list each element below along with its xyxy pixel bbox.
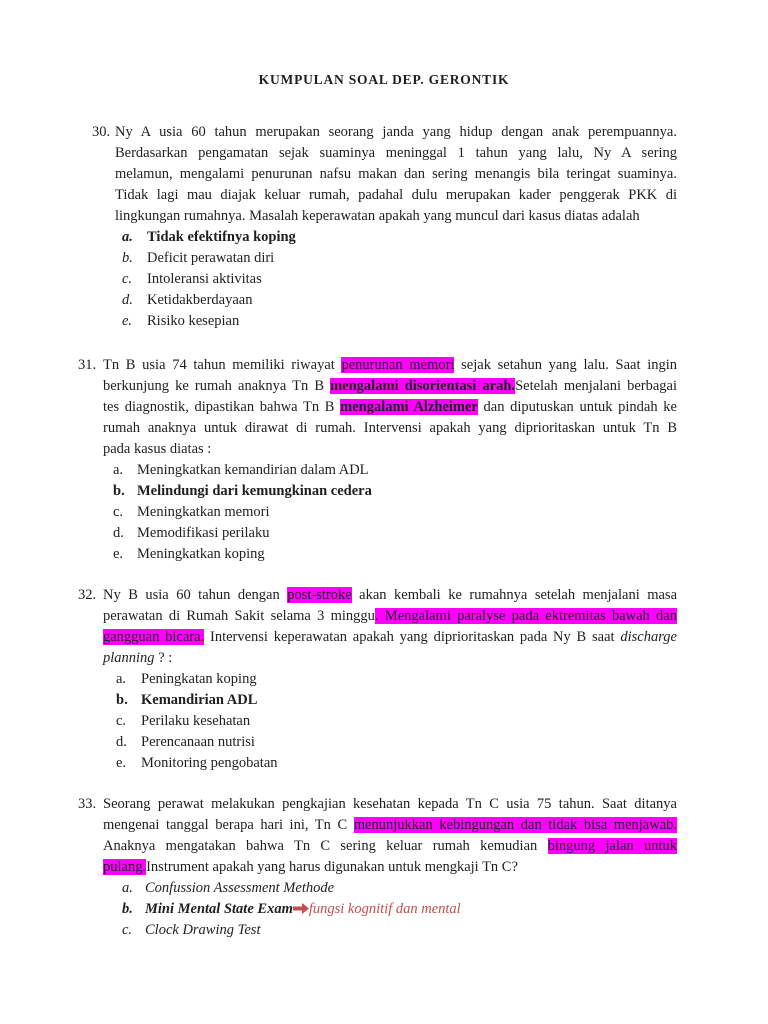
stem-line (103, 606, 677, 627)
option-text: Risiko kesepian (147, 313, 240, 329)
option-letter: e. (116, 755, 127, 771)
stem-line (115, 164, 677, 185)
option-letter: c. (122, 922, 133, 938)
option-b (0, 690, 768, 711)
option-a (0, 878, 768, 899)
option-letter: d. (113, 525, 124, 541)
question-30 (0, 122, 768, 332)
question-number: 32. (78, 587, 97, 603)
highlighted-text: bingung jalan untuk (547, 838, 677, 854)
answer-options (0, 878, 768, 941)
stem-line (103, 355, 677, 376)
stem-text: Berdasarkan pengamatan sejak suaminya meninggal 1 tahun yang lalu, Ny A sering (115, 145, 677, 161)
option-letter: b. (122, 250, 133, 266)
option-text: Perencanaan nutrisi (141, 734, 255, 750)
highlighted-text: pulang. (103, 859, 147, 875)
stem-text: tes diagnostik, dipastikan bahwa Tn B (103, 399, 341, 415)
stem-line (103, 857, 677, 878)
stem-line (103, 397, 677, 418)
option-c (0, 269, 768, 290)
stem-text: Tidak lagi mau diajak keluar rumah, padahal dulu merupakan kader penggerak PKK di (115, 187, 677, 203)
stem-text: Ny B usia 60 tahun dengan (103, 587, 288, 603)
stem-line (115, 206, 677, 227)
option-letter: a. (116, 671, 127, 687)
option-letter: e. (122, 313, 133, 329)
stem-line (103, 794, 677, 815)
stem-text: Intervensi keperawatan apakah yang diprioritaskan pada Ny B saat (204, 629, 621, 645)
highlighted-text: mengalami disorientasi arah. (330, 378, 516, 394)
option-b (0, 248, 768, 269)
stem-text: dan diputuskan untuk pindah ke (477, 399, 677, 415)
stem-text: ? : (154, 650, 173, 666)
option-text: Monitoring pengobatan (141, 755, 278, 771)
option-b (0, 899, 768, 920)
option-text: Ketidakberdayaan (147, 292, 253, 308)
option-letter: b. (113, 483, 125, 499)
arrow-right-icon (293, 903, 309, 914)
option-text: Meningkatkan memori (137, 504, 270, 520)
answer-options (0, 460, 768, 565)
stem-line (115, 143, 677, 164)
stem-line (103, 648, 677, 669)
option-letter: b. (116, 692, 128, 708)
highlighted-text: post-stroke (287, 587, 352, 603)
option-text: Memodifikasi perilaku (137, 525, 270, 541)
stem-text: perawatan di Rumah Sakit selama 3 minggu (103, 608, 375, 624)
question-33 (0, 794, 768, 941)
italic-term: planning (103, 650, 155, 666)
option-letter: c. (113, 504, 124, 520)
page-title: KUMPULAN SOAL DEP. GERONTIK (258, 72, 510, 87)
option-b (0, 481, 768, 502)
stem-text: Seorang perawat melakukan pengkajian kesehatan kepada Tn C usia 75 tahun. Saat ditanya (103, 796, 677, 812)
stem-text: berkunjung ke rumah anaknya Tn B (103, 378, 331, 394)
question-31 (0, 355, 768, 565)
stem-line (103, 836, 677, 857)
stem-text: sejak setahun yang lalu. Saat ingin (454, 357, 678, 373)
option-letter: d. (122, 292, 133, 308)
highlighted-text: . Mengalami paralyse pada ektremitas bawah dan (374, 608, 677, 624)
stem-text: Setelah menjalani berbagai (515, 378, 677, 394)
stem-text: Anaknya mengatakan bahwa Tn C sering keluar rumah kemudian (103, 838, 548, 854)
option-text: Peningkatan koping (141, 671, 257, 687)
option-e (0, 311, 768, 332)
stem-text: Tn B usia 74 tahun memiliki riwayat (103, 357, 342, 373)
highlighted-text: penurunan memori (341, 357, 455, 373)
stem-text: pada kasus diatas : (103, 441, 212, 457)
stem-line (103, 815, 677, 836)
option-letter: a. (122, 229, 133, 245)
option-text: Meningkatkan kemandirian dalam ADL (137, 462, 369, 478)
stem-line (115, 122, 677, 143)
italic-term: discharge (620, 629, 677, 645)
highlighted-text: gangguan bicara. (103, 629, 205, 645)
stem-text: Instrument apakah yang harus digunakan untuk mengkaji Tn C? (146, 859, 518, 875)
option-letter: d. (116, 734, 127, 750)
option-c (0, 920, 768, 941)
stem-text: rumah anaknya untuk dirawat di rumah. Intervensi apakah yang diprioritaskan untuk Tn B (103, 420, 677, 436)
option-text: Confussion Assessment Methode (145, 880, 335, 896)
option-text: Meningkatkan koping (137, 546, 265, 562)
question-number: 33. (78, 796, 97, 812)
stem-text: akan kembali ke rumahnya setelah menjalani masa (351, 587, 678, 603)
answer-options (0, 669, 768, 774)
option-d (0, 732, 768, 753)
option-letter: c. (116, 713, 127, 729)
option-text: Tidak efektifnya koping (147, 229, 296, 245)
option-letter: b. (122, 901, 133, 917)
option-e (0, 753, 768, 774)
highlighted-text: mengalami Alzheimer (340, 399, 478, 415)
option-text: Clock Drawing Test (145, 922, 261, 938)
option-text: Kemandirian ADL (141, 692, 258, 708)
option-a (0, 669, 768, 690)
question-number: 30. (92, 124, 111, 140)
option-letter: c. (122, 271, 133, 287)
stem-line (103, 585, 677, 606)
option-letter: a. (113, 462, 124, 478)
option-text: Deficit perawatan diri (147, 250, 275, 266)
question-stem (103, 794, 677, 878)
option-text: Melindungi dari kemungkinan cedera (137, 483, 372, 499)
stem-line (103, 439, 677, 460)
answer-options (0, 227, 768, 332)
option-text: Mini Mental State Exam (145, 901, 293, 917)
option-letter: e. (113, 546, 124, 562)
option-e (0, 544, 768, 565)
option-text: Perilaku kesehatan (141, 713, 251, 729)
option-note: fungsi kognitif dan mental (308, 901, 461, 917)
option-d (0, 290, 768, 311)
stem-text: melamun, mengalami penurunan nafsu makan dan sering menangis bila teringat suaminya. (115, 166, 677, 182)
option-text: Intoleransi aktivitas (147, 271, 262, 287)
question-stem (103, 585, 677, 669)
highlighted-text: menunjukkan kebingungan dan tidak bisa menjawab. (353, 817, 678, 833)
option-a (0, 227, 768, 248)
question-32 (0, 585, 768, 774)
stem-line (103, 418, 677, 439)
stem-text: mengenai tanggal berapa hari ini, Tn C (103, 817, 354, 833)
option-d (0, 523, 768, 544)
stem-line (103, 627, 677, 648)
stem-text: Ny A usia 60 tahun merupakan seorang janda yang hidup dengan anak perempuannya. (115, 124, 677, 140)
option-a (0, 460, 768, 481)
question-stem (115, 122, 677, 227)
stem-text: lingkungan rumahnya. Masalah keperawatan apakah yang muncul dari kasus diatas adalah (115, 208, 640, 224)
option-c (0, 502, 768, 523)
option-c (0, 711, 768, 732)
question-number: 31. (78, 357, 97, 373)
stem-line (103, 376, 677, 397)
option-letter: a. (122, 880, 133, 896)
stem-line (115, 185, 677, 206)
question-stem (103, 355, 677, 460)
option-text-group (145, 899, 461, 920)
